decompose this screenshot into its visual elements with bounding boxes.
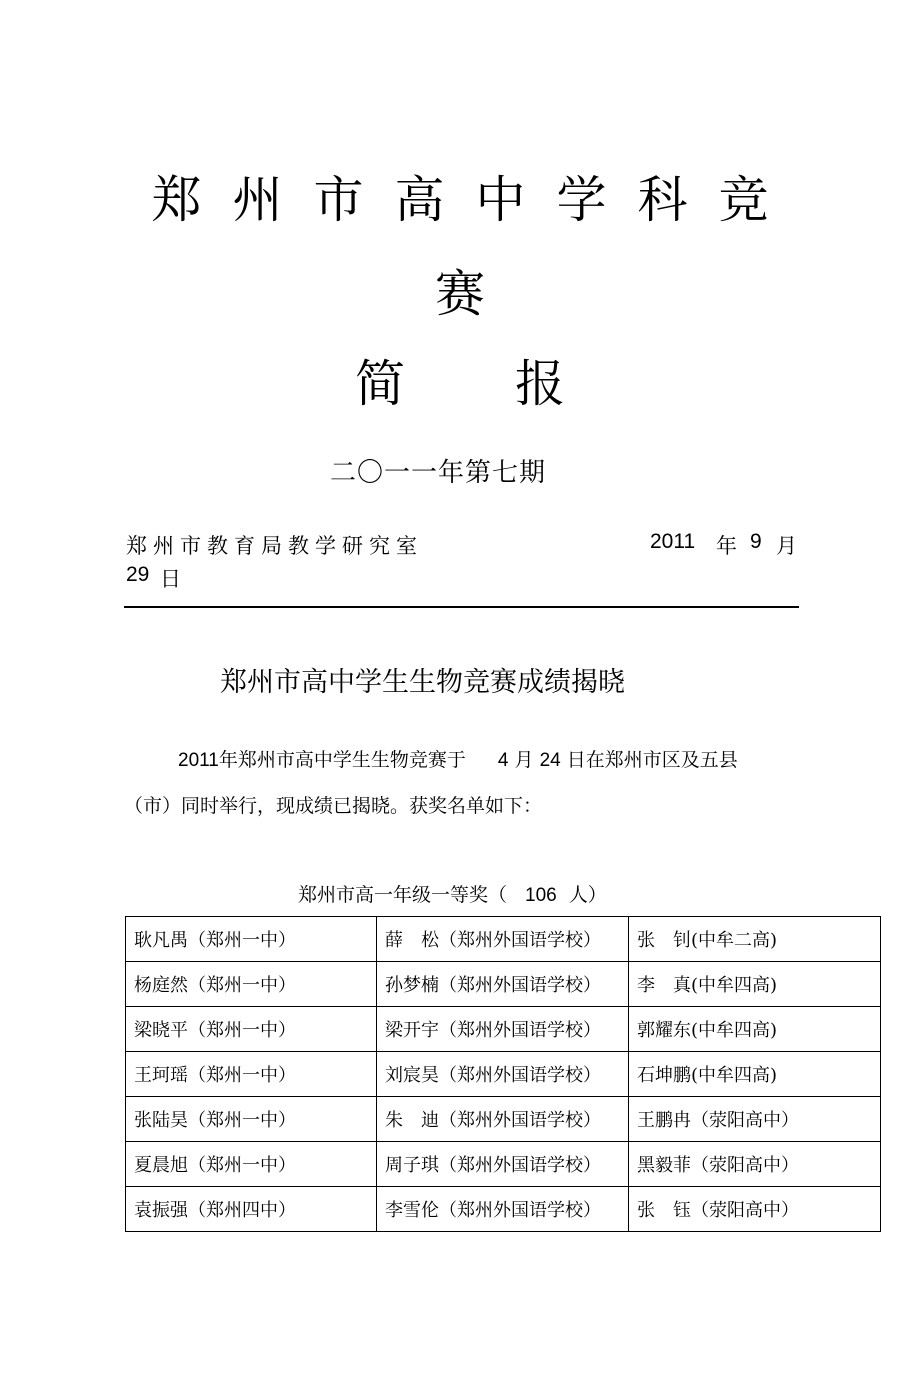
- date-day-unit: 日: [160, 567, 181, 591]
- caption-count: 106: [525, 885, 557, 906]
- caption-text: 人）: [568, 884, 607, 906]
- table-cell: 张 钰（荥阳高中）: [629, 1187, 881, 1232]
- table-cell: 朱 迪（郑州外国语学校）: [377, 1097, 629, 1142]
- title-line-1: [0, 160, 920, 232]
- table-cell: 张陆昊（郑州一中）: [126, 1097, 377, 1142]
- table-cell: 梁开宇（郑州外国语学校）: [377, 1007, 629, 1052]
- title-char: 高: [394, 171, 445, 229]
- issue-number: 二〇一一年第七期: [329, 458, 546, 488]
- table-cell: 王鹏冉（荥阳高中）: [629, 1097, 881, 1142]
- text-fragment: 2011: [178, 750, 219, 771]
- text-fragment: 月: [514, 749, 534, 771]
- table-cell: 张 钊(中牟二高): [629, 917, 881, 962]
- table-cell: 刘宸昊（郑州外国语学校）: [377, 1052, 629, 1097]
- caption-text: 郑州市高一年级一等奖（: [298, 884, 508, 906]
- date-month-unit: 月: [776, 534, 797, 558]
- title-char: 州: [232, 171, 283, 229]
- title-char: 竞: [718, 171, 769, 229]
- text-fragment: 4: [497, 750, 509, 771]
- title-char: 中: [475, 171, 526, 229]
- table-row: [126, 1142, 881, 1187]
- date-year: 2011: [650, 530, 696, 553]
- article-headline: 郑州市高中学生生物竞赛成绩揭晓: [220, 667, 625, 698]
- date-month: 9: [750, 530, 762, 553]
- table-cell: 杨庭然（郑州一中）: [126, 962, 377, 1007]
- date-day: 29: [126, 563, 150, 586]
- text-fragment: 年郑州市高中学生生物竞赛于: [218, 749, 466, 771]
- table-row: [126, 1187, 881, 1232]
- table-row: [126, 962, 881, 1007]
- date-year-unit: 年: [716, 534, 737, 558]
- title-char: 学: [556, 171, 607, 229]
- table-cell: 孙梦楠（郑州外国语学校）: [377, 962, 629, 1007]
- table-cell: 石坤鹏(中牟四高): [629, 1052, 881, 1097]
- header-divider: [124, 606, 799, 608]
- table-cell: 郭耀东(中牟四高): [629, 1007, 881, 1052]
- title-char: 郑: [151, 171, 202, 229]
- table-caption: [298, 880, 607, 907]
- table-cell: 李 真(中牟四高): [629, 962, 881, 1007]
- table-row: [126, 1052, 881, 1097]
- table-cell: 袁振强（郑州四中）: [126, 1187, 377, 1232]
- table-cell: 周子琪（郑州外国语学校）: [377, 1142, 629, 1187]
- table-cell: 薛 松（郑州外国语学校）: [377, 917, 629, 962]
- issuer: 郑州市教育局教学研究室: [126, 534, 423, 558]
- table-cell: 王珂瑶（郑州一中）: [126, 1052, 377, 1097]
- table-row: [126, 917, 881, 962]
- table-cell: 耿凡禺（郑州一中）: [126, 917, 377, 962]
- title-char: 简: [355, 355, 405, 413]
- table-cell: 李雪伦（郑州外国语学校）: [377, 1187, 629, 1232]
- title-line-2: 赛: [435, 265, 485, 323]
- title-char: 科: [637, 171, 688, 229]
- text-fragment: 24: [539, 750, 561, 771]
- title-char: 报: [515, 355, 565, 413]
- awards-table: [125, 916, 881, 1232]
- table-cell: 夏晨旭（郑州一中）: [126, 1142, 377, 1187]
- article-paragraph-line-2: （市）同时举行，现成绩已揭晓。获奖名单如下：: [124, 795, 543, 817]
- article-paragraph-line-1: [178, 745, 738, 772]
- title-char: 市: [313, 171, 364, 229]
- table-row: [126, 1007, 881, 1052]
- table-cell: 梁晓平（郑州一中）: [126, 1007, 377, 1052]
- title-line-3: [0, 344, 920, 416]
- table-cell: 黑毅菲（荥阳高中）: [629, 1142, 881, 1187]
- text-fragment: 日在郑州市区及五县: [566, 749, 738, 771]
- table-row: [126, 1097, 881, 1142]
